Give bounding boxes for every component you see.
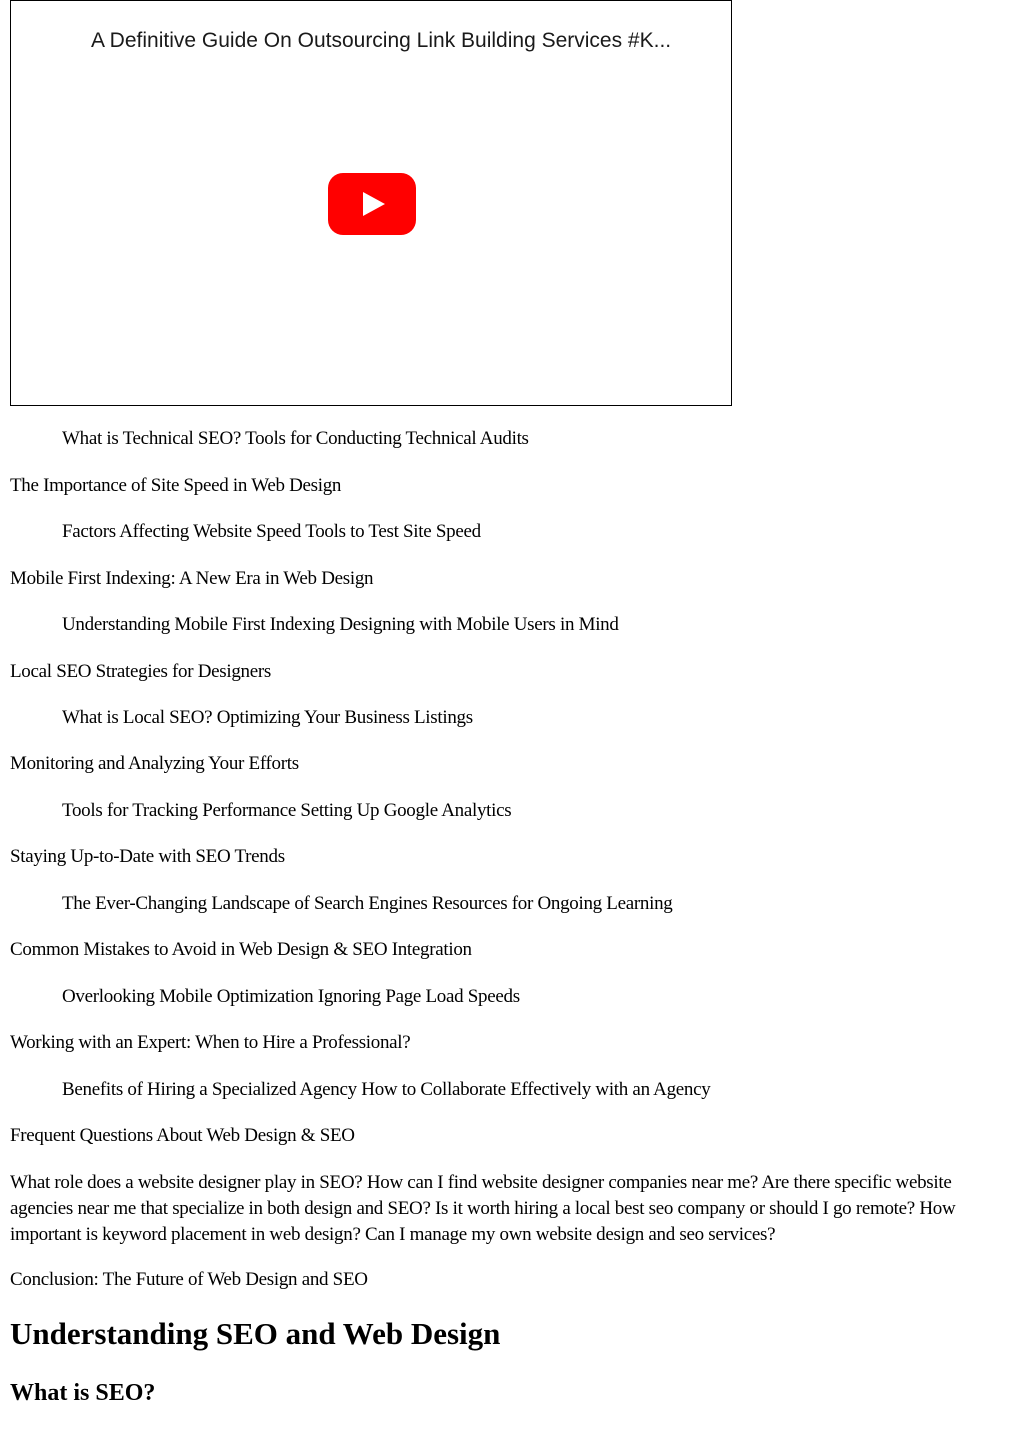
- video-embed[interactable]: [10, 0, 732, 406]
- toc-item-monitoring: Monitoring and Analyzing Your Efforts: [10, 753, 299, 774]
- toc-subitem-mobile-optimization: Overlooking Mobile Optimization Ignoring Page Load Speeds: [62, 986, 520, 1007]
- toc-item-seo-trends: Staying Up-to-Date with SEO Trends: [10, 846, 285, 867]
- toc-item-common-mistakes: Common Mistakes to Avoid in Web Design & SEO Integration: [10, 939, 472, 960]
- toc-subitem-tracking-tools: Tools for Tracking Performance Setting Up Google Analytics: [62, 800, 512, 821]
- faq-paragraph: What role does a website designer play in SEO? How can I find website designer companies near me? Are there specific website agencies near me that specialize in both design and SEO? Is it worth hiring a local best seo company or should I go remote? How important is keyword placement in web design? Can I manage my own website design and seo services?: [10, 1172, 956, 1245]
- toc-item-local-seo: Local SEO Strategies for Designers: [10, 661, 272, 682]
- toc-item-mobile-first: Mobile First Indexing: A New Era in Web Design: [10, 568, 374, 589]
- toc-item-conclusion: Conclusion: The Future of Web Design and SEO: [10, 1269, 368, 1290]
- toc-subitem-agency-benefits: Benefits of Hiring a Specialized Agency How to Collaborate Effectively with an Agency: [62, 1079, 711, 1100]
- toc-subitem-speed-factors: Factors Affecting Website Speed Tools to Test Site Speed: [62, 521, 481, 542]
- section-heading: Understanding SEO and Web Design: [10, 1316, 501, 1351]
- toc-subitem-landscape: The Ever-Changing Landscape of Search Engines Resources for Ongoing Learning: [62, 893, 673, 914]
- toc-subitem-technical-seo: What is Technical SEO? Tools for Conducting Technical Audits: [62, 428, 529, 449]
- toc-subitem-local-seo: What is Local SEO? Optimizing Your Business Listings: [62, 707, 473, 728]
- youtube-play-icon[interactable]: [328, 173, 416, 235]
- video-title[interactable]: A Definitive Guide On Outsourcing Link Building Services #K...: [91, 29, 672, 52]
- toc-item-faq: Frequent Questions About Web Design & SEO: [10, 1125, 355, 1146]
- section-subheading: What is SEO?: [10, 1380, 156, 1406]
- toc-item-hire-expert: Working with an Expert: When to Hire a Professional?: [10, 1032, 411, 1053]
- toc-subitem-mobile-indexing: Understanding Mobile First Indexing Designing with Mobile Users in Mind: [62, 614, 619, 635]
- toc-item-site-speed: The Importance of Site Speed in Web Design: [10, 475, 342, 496]
